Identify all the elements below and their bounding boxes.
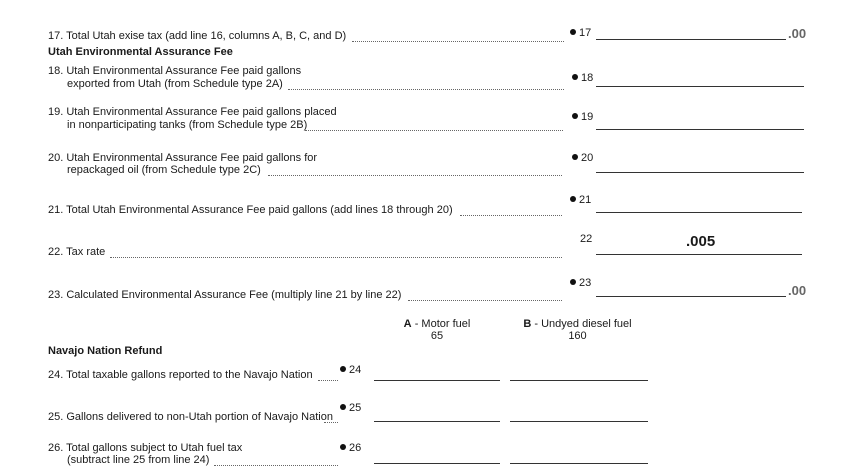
line21-gallons-field[interactable] [596, 212, 802, 213]
line26-ref-number: 26 [349, 442, 362, 454]
line22-tax-rate-value: .005 [686, 233, 716, 250]
line23-cents-suffix: .00 [788, 283, 807, 298]
line26-label-line1: 26. Total gallons subject to Utah fuel tax [48, 442, 243, 454]
bullet-icon [570, 279, 576, 285]
line18-label-line1: 18. Utah Environmental Assurance Fee paid gallons [48, 65, 302, 77]
line24-leader-dots [318, 380, 338, 381]
line18-ref [572, 72, 593, 85]
column-b-name: - Undyed diesel fuel [534, 318, 632, 330]
line19-ref-number: 19 [581, 111, 594, 123]
line25-ref [340, 402, 361, 415]
navajo-section-title: Navajo Nation Refund [48, 345, 163, 357]
line24-label: 24. Total taxable gallons reported to the Navajo Nation [48, 369, 313, 381]
line24-ref [340, 364, 361, 377]
line23-ref-number: 23 [579, 277, 592, 289]
line17-amount-field[interactable] [596, 39, 786, 40]
line17-ref-number: 17 [579, 27, 592, 39]
line21-leader-dots [460, 215, 562, 216]
column-a-letter: A [403, 318, 412, 330]
bullet-icon [340, 444, 346, 450]
bullet-icon [570, 29, 576, 35]
line23-ref [570, 277, 591, 290]
column-a-heading [372, 318, 502, 342]
bullet-icon [340, 366, 346, 372]
line20-ref [572, 152, 593, 165]
bullet-icon [572, 113, 578, 119]
bullet-icon [572, 74, 578, 80]
column-b-letter: B [523, 318, 532, 330]
line24-diesel-fuel-field[interactable] [510, 380, 648, 381]
line19-gallons-field[interactable] [596, 129, 804, 130]
line25-diesel-fuel-field[interactable] [510, 421, 648, 422]
line18-gallons-field[interactable] [596, 86, 804, 87]
line24-ref-number: 24 [349, 364, 362, 376]
env-fee-section-title: Utah Environmental Assurance Fee [48, 46, 233, 58]
line20-label-line1: 20. Utah Environmental Assurance Fee paid gallons for [48, 152, 318, 164]
line25-ref-number: 25 [349, 402, 362, 414]
line21-ref [570, 194, 591, 207]
line17-ref [570, 27, 591, 40]
line25-motor-fuel-field[interactable] [374, 421, 500, 422]
line26-leader-dots [214, 465, 338, 466]
line20-leader-dots [268, 175, 562, 176]
line24-motor-fuel-field[interactable] [374, 380, 500, 381]
line23-leader-dots [408, 300, 562, 301]
line19-ref [572, 111, 593, 124]
line22-label: 22. Tax rate [48, 246, 106, 258]
line23-label: 23. Calculated Environmental Assurance Fee (multiply line 21 by line 22) [48, 289, 402, 301]
bullet-icon [340, 404, 346, 410]
column-a-name: - Motor fuel [414, 318, 471, 330]
line26-motor-fuel-field[interactable] [374, 463, 500, 464]
line23-fee-field[interactable] [596, 296, 786, 297]
column-b-code: 160 [568, 330, 587, 342]
line17-cents-suffix: .00 [788, 26, 807, 41]
line21-ref-number: 21 [579, 194, 592, 206]
line26-ref [340, 442, 361, 455]
line18-ref-number: 18 [581, 72, 594, 84]
column-b-heading [505, 318, 650, 342]
line20-ref-number: 20 [581, 152, 594, 164]
line20-gallons-field[interactable] [596, 172, 804, 173]
line22-leader-dots [110, 257, 562, 258]
line25-label: 25. Gallons delivered to non-Utah portion of Navajo Nation [48, 411, 333, 423]
bullet-icon [570, 196, 576, 202]
line22-rate-field [596, 254, 802, 255]
line21-label: 21. Total Utah Environmental Assurance Fee paid gallons (add lines 18 through 20) [48, 204, 453, 216]
column-a-code: 65 [430, 330, 444, 342]
line19-leader-dots [305, 130, 563, 131]
line25-leader-dots [324, 422, 338, 423]
line18-label-line2: exported from Utah (from Schedule type 2A) [67, 78, 283, 90]
line20-label-line2: repackaged oil (from Schedule type 2C) [67, 164, 261, 176]
line19-label-line1: 19. Utah Environmental Assurance Fee paid gallons placed [48, 106, 337, 118]
line22-ref: 22 [580, 233, 593, 245]
bullet-icon [572, 154, 578, 160]
line17-leader-dots [352, 41, 564, 42]
line18-leader-dots [288, 89, 564, 90]
line19-label-line2: in nonparticipating tanks (from Schedule type 2B) [67, 119, 308, 131]
line26-label-line2: (subtract line 25 from line 24) [67, 454, 210, 466]
line26-diesel-fuel-field[interactable] [510, 463, 648, 464]
line17-label: 17. Total Utah exise tax (add line 16, columns A, B, C, and D) [48, 30, 347, 42]
